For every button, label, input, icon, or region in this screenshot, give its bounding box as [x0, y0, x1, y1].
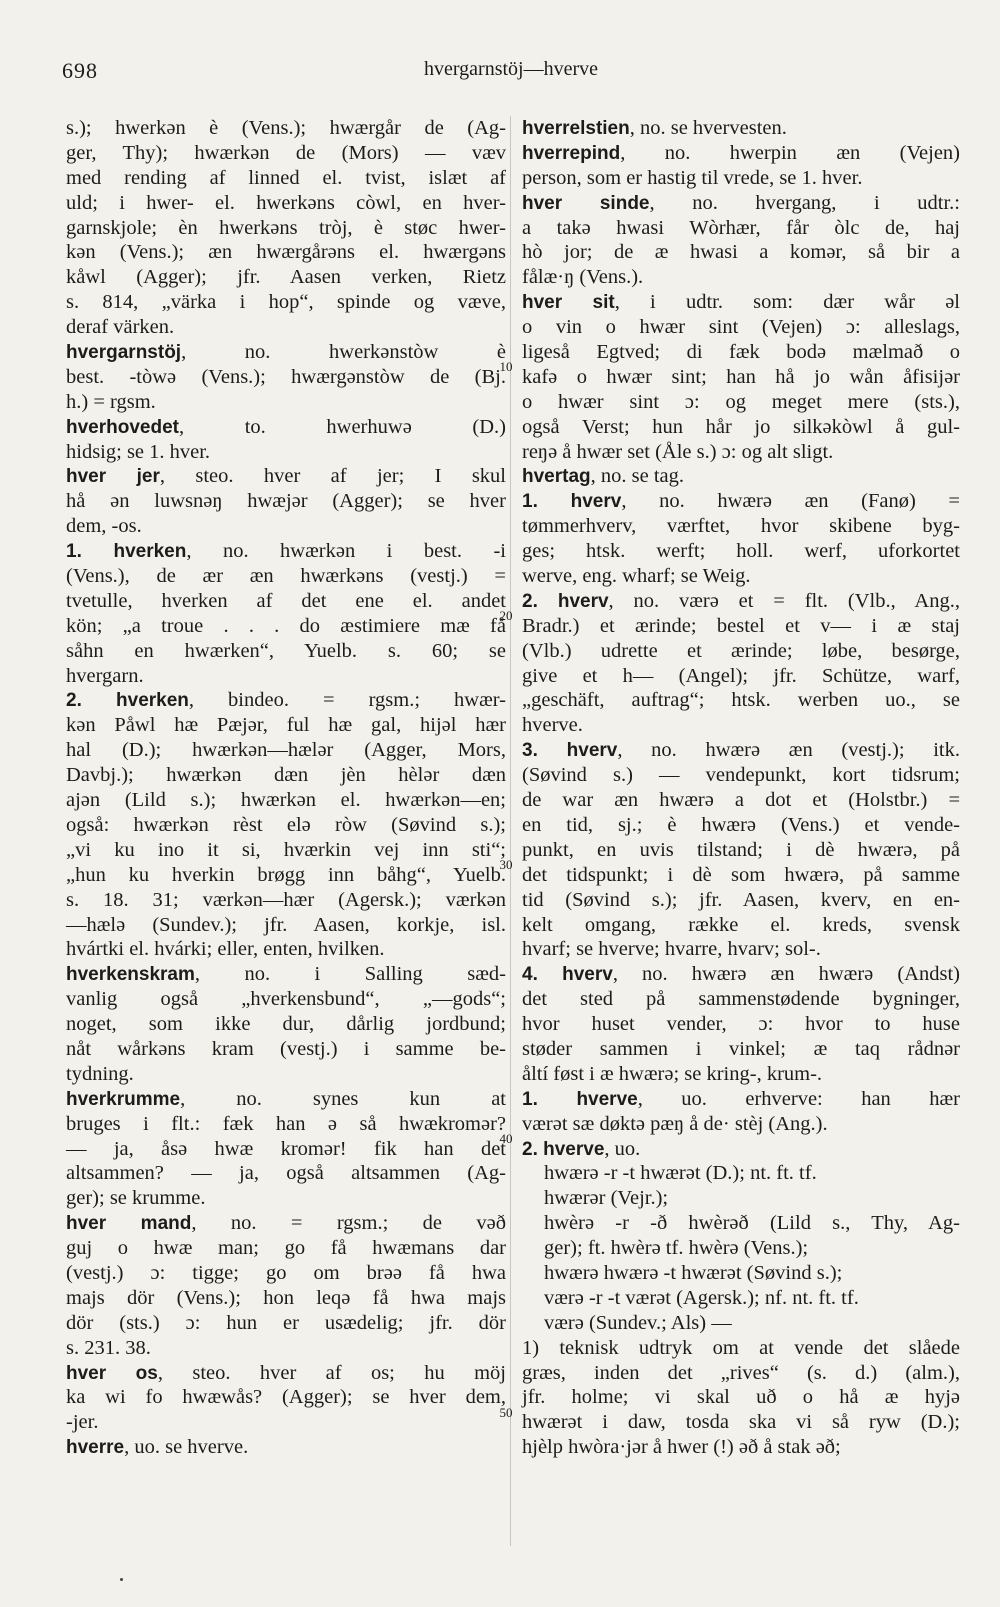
text-line [522, 838, 960, 863]
line-text: tvetulle, hverken af det ene el. andet [66, 589, 506, 612]
line-text: tømmerhverv, værftet, hvor skibene byg- [522, 515, 960, 538]
text-line [522, 1211, 960, 1236]
line-text: , to. hwerhuwə (D.) [178, 415, 506, 438]
text-line [522, 240, 960, 265]
text-line [522, 440, 960, 465]
text-line [66, 1062, 506, 1087]
headword: 3. hverv [522, 740, 618, 762]
headword: hvertag [522, 466, 591, 488]
line-text: ajən (Lild s.); hwærkən el. hwærkən—en; [66, 789, 506, 812]
entry-line [66, 415, 506, 440]
text-line [522, 216, 960, 241]
text-line [522, 863, 960, 888]
headword: hver jer [66, 466, 160, 488]
headword: hverkrumme [66, 1088, 181, 1110]
line-text: punkt, en uvis tilstand; i dè hwærə, på [522, 838, 960, 861]
line-text: tid (Søvind s.); jfr. Aasen, kverv, en en- [522, 888, 960, 911]
text-line [522, 1161, 960, 1186]
line-text: „hun ku hverkin brøgg inn båhg“, Yuelb. [66, 863, 506, 886]
text-line [66, 315, 506, 340]
text-line [522, 913, 960, 938]
line-text: ger); se krumme. [66, 1187, 206, 1210]
entry-line [66, 464, 506, 489]
line-number-40: 40 [499, 1131, 513, 1146]
line-text: vanlig også „hverkensbund“, „—gods“; [66, 988, 506, 1011]
line-text: s. 18. 31; værkən—hær (Agersk.); værkən [66, 888, 506, 911]
line-text: hwærə hwærə -t hwærət (Søvind s.); [544, 1261, 843, 1284]
entry-line [522, 464, 960, 489]
line-text: 1) teknisk udtryk om at vende det slåede [522, 1336, 960, 1359]
text-line [522, 614, 960, 639]
line-text: kafə o hwær sint; han hå jo wån åfisijər [522, 365, 960, 388]
headword: hverkenskram [66, 964, 195, 986]
text-line [522, 390, 960, 415]
line-number-50: 50 [499, 1405, 513, 1420]
headword: hverrepind [522, 142, 621, 164]
line-text: „geschäft, auftrag“; htsk. werben uo., se [522, 689, 960, 712]
line-text: (Søvind s.) — vendepunkt, kort tidsrum; [522, 764, 960, 787]
line-text: —hælə (Sundev.); jfr. Aasen, korkje, isl. [66, 913, 506, 936]
text-line [66, 1410, 506, 1435]
left-column [66, 116, 506, 1460]
line-text: , steo. hver af jer; I skul [159, 465, 506, 488]
line-text: også Verst; hun hår jo silkəkòwl å gul- [522, 415, 960, 438]
entry-line [522, 141, 960, 166]
headword: 1. hverv [522, 491, 622, 513]
text-line [66, 116, 506, 141]
entry-line [522, 962, 960, 987]
line-text: , no. hwærkən i best. -i [186, 540, 506, 563]
entry-line [522, 191, 960, 216]
line-text: hå ən luwsnəŋ hwæjər (Agger); se hver [66, 490, 506, 513]
entry-line [522, 589, 960, 614]
line-text: hwærər (Vejr.); [544, 1187, 669, 1210]
text-line [522, 1435, 960, 1460]
line-text: med rending af linned el. tvist, islæt af [66, 166, 506, 189]
text-line [522, 1385, 960, 1410]
text-line [522, 813, 960, 838]
line-text: hò jor; de æ hwasi a komər, så bir a [522, 241, 960, 264]
line-text: hwærət i daw, tosda ska vi så ryw (D.); [522, 1411, 960, 1434]
entry-line [66, 539, 506, 564]
line-text: jfr. holme; vi skal uð o hå æ hyjə [522, 1386, 960, 1409]
line-text: , uo. erhverve: han hær [637, 1087, 960, 1110]
text-line [66, 713, 506, 738]
line-text: også: hwærkən rèst elə ròw (Søvind s.); [66, 813, 506, 836]
line-text: kåwl (Agger); jfr. Aasen verken, Rietz [66, 266, 506, 289]
text-line [66, 390, 506, 415]
text-line [66, 614, 506, 639]
line-text: nåt wårkəns kram (vestj.) i samme be- [66, 1037, 506, 1060]
text-line [66, 1112, 506, 1137]
running-title: hvergarnstöj—hverve [423, 58, 599, 80]
line-text: hvarf; se hverve; hvarre, hvarv; sol-. [522, 938, 821, 961]
text-line [66, 166, 506, 191]
line-text: kelt omgang, række el. kreds, svensk [522, 913, 960, 936]
line-text: det tidspunkt; i dè som hwærə, på samme [522, 863, 960, 886]
text-line [522, 639, 960, 664]
line-text: de war æn hwærə a dot et (Holstbr.) = [522, 789, 960, 812]
text-line [66, 265, 506, 290]
text-line [66, 1137, 506, 1162]
text-line [522, 1037, 960, 1062]
line-text: s. 231. 38. [66, 1336, 151, 1359]
text-line [66, 365, 506, 390]
line-text: , no. hvergang, i udtr.: [649, 191, 960, 214]
text-line [522, 1186, 960, 1211]
text-line [66, 1186, 506, 1211]
text-line [522, 564, 960, 589]
text-line [66, 937, 506, 962]
text-line [66, 1261, 506, 1286]
line-text: altsammen? — ja, også altsammen (Ag- [66, 1162, 506, 1185]
text-line [522, 664, 960, 689]
line-text: værə (Sundev.; Als) — [544, 1311, 732, 1334]
headword: 4. hverv [522, 964, 613, 986]
line-text: ges; htsk. werft; holl. werf, uforkortet [522, 540, 960, 563]
text-line [522, 539, 960, 564]
text-line [66, 863, 506, 888]
entry-line [66, 340, 506, 365]
text-line [522, 688, 960, 713]
line-text: ger); ft. hwèrə tf. hwèrə (Vens.); [544, 1237, 809, 1260]
text-line [66, 589, 506, 614]
headword: hvergarnstöj [66, 342, 182, 364]
text-line [522, 1410, 960, 1435]
line-text: , bindeo. = rgsm.; hwær- [188, 689, 507, 712]
line-text: en tid, sj.; è hwærə (Vens.) et vende- [522, 813, 960, 836]
text-line [66, 813, 506, 838]
line-text: hverve. [522, 714, 583, 737]
text-line [66, 664, 506, 689]
line-text: deraf värken. [66, 316, 175, 339]
line-text: , no. værə et = flt. (Vlb., Ang., [608, 589, 960, 612]
text-line [522, 1012, 960, 1037]
line-text: , uo. se hverve. [124, 1436, 249, 1459]
line-text: dör (sts.) ɔ: hun er usædelig; jfr. dör [66, 1311, 506, 1334]
right-column [522, 116, 960, 1460]
text-line [66, 639, 506, 664]
line-text: værə -r -t værət (Agersk.); nf. nt. ft. tf. [544, 1286, 859, 1309]
text-line [66, 913, 506, 938]
entry-line [522, 116, 960, 141]
line-text: , no. hwærə æn (vestj.); itk. [617, 739, 960, 762]
line-text: hvergarn. [66, 664, 144, 687]
text-line [522, 340, 960, 365]
text-line [66, 514, 506, 539]
text-line [66, 440, 506, 465]
text-line [522, 265, 960, 290]
text-line [522, 365, 960, 390]
column-divider [510, 116, 511, 1546]
text-line [522, 1236, 960, 1261]
text-line [66, 788, 506, 813]
ink-speck [120, 1578, 123, 1581]
line-text: s.); hwerkən è (Vens.); hwærgår de (Ag- [66, 117, 506, 139]
line-text: , uo. [604, 1137, 641, 1160]
text-line [522, 315, 960, 340]
entry-line [66, 688, 506, 713]
entry-line [522, 1137, 960, 1162]
text-line [66, 1286, 506, 1311]
line-text: , no. se tag. [590, 465, 685, 488]
line-text: ger, Thy); hwærkən de (Mors) — væv [66, 141, 506, 164]
line-text: (Vens.), de ær æn hwærkəns (vestj.) = [66, 565, 506, 588]
line-text: tydning. [66, 1062, 134, 1085]
text-line [66, 1385, 506, 1410]
text-line [66, 1161, 506, 1186]
text-line [66, 1236, 506, 1261]
line-text: s. 814, „värka i hop“, spinde og væve, [66, 291, 506, 314]
line-text: ligeså Egtved; di fæk bodə mælmað o [522, 341, 960, 364]
text-line [66, 763, 506, 788]
text-line [66, 838, 506, 863]
entry-line [522, 290, 960, 315]
text-line [66, 141, 506, 166]
text-line [66, 888, 506, 913]
line-number-30: 30 [499, 857, 513, 872]
headword: hverre [66, 1437, 125, 1459]
text-line [522, 788, 960, 813]
line-text: , no. hwærə æn hwærə (Andst) [612, 963, 960, 986]
line-text: o vin o hwær sint (Vejen) ɔ: alleslags, [522, 316, 960, 339]
line-text: dem, -os. [66, 515, 142, 538]
line-text: best. -tòwə (Vens.); hwærgənstòw de (Bj. [66, 365, 506, 388]
text-line [522, 1286, 960, 1311]
line-text: , no. = rgsm.; de vəð [191, 1212, 506, 1235]
headword: hver sit [522, 292, 615, 314]
entry-line [66, 1211, 506, 1236]
line-text: person, som er hastig til vrede, se 1. hver. [522, 166, 863, 189]
text-line [522, 1361, 960, 1386]
entry-line [66, 1087, 506, 1112]
text-line [522, 888, 960, 913]
headword: 2. hverv [522, 590, 609, 612]
line-text: såhn en hwærken“, Yuelb. s. 60; se [66, 639, 506, 662]
text-line [66, 489, 506, 514]
entry-line [522, 1087, 960, 1112]
entry-line [66, 1361, 506, 1386]
line-text: , no. hwerkənstòw è [181, 341, 506, 364]
line-text: Bradr.) et ærinde; bestel et v— i æ staj [522, 614, 960, 637]
line-text: græs, inden det „rives“ (s. d.) (alm.), [522, 1361, 960, 1384]
text-line [66, 1012, 506, 1037]
line-text: kən Påwl hæ Pæjər, ful hæ gal, hijəl hær [66, 714, 506, 737]
line-text: , steo. hver af os; hu möj [157, 1361, 506, 1384]
line-number-10: 10 [499, 359, 513, 374]
text-line [522, 713, 960, 738]
text-line [66, 191, 506, 216]
line-text: hal (D.); hwærkən—hælər (Agger, Mors, [66, 739, 506, 762]
page-number: 698 [62, 58, 98, 83]
line-text: bruges i flt.: fæk han ə så hwækromər? [66, 1112, 506, 1135]
text-line [522, 514, 960, 539]
line-text: hwèrə -r -ð hwèrəð (Lild s., Thy, Ag- [544, 1212, 960, 1235]
line-text: Davbj.); hwærkən dæn jèn hèlər dæn [66, 764, 506, 787]
text-line [522, 166, 960, 191]
line-text: hvor huset vender, ɔ: hvor to huse [522, 1013, 960, 1036]
text-line [522, 1311, 960, 1336]
line-text: kön; „a troue . . . do æstimiere mæ få [66, 614, 506, 637]
line-text: ka wi fo hwæwås? (Agger); se hver dem, [66, 1386, 506, 1409]
entry-line [522, 738, 960, 763]
line-text: give et h— (Angel); jfr. Schütze, warf, [522, 664, 960, 687]
headword: hverrelstien [522, 118, 630, 139]
entry-line [66, 962, 506, 987]
line-text: garnskjole; èn hwerkəns tròj, è støc hwer- [66, 216, 506, 239]
headword: 2. hverken [66, 690, 189, 712]
text-line [522, 1261, 960, 1286]
line-text: guj o hwæ man; go få hwæmans dar [66, 1237, 506, 1260]
text-line [66, 240, 506, 265]
line-text: — ja, åsə hwæ kromər! fik han det [66, 1137, 506, 1160]
line-text: , i udtr. som: dær wår əl [614, 291, 960, 314]
line-text: h.) = rgsm. [66, 390, 156, 413]
line-text: a takə hwasi Wòrhær, får òlc de, haj [522, 216, 960, 239]
headword: 1. hverve [522, 1088, 638, 1110]
headword: hver sinde [522, 192, 650, 214]
headword: hverhovedet [66, 416, 179, 438]
line-text: værət sæ døktə pæŋ å de· stèj (Ang.). [522, 1112, 828, 1135]
text-line [522, 1336, 960, 1361]
line-text: hvártki el. hvárki; eller, enten, hvilken. [66, 938, 385, 961]
line-text: -jer. [66, 1411, 99, 1434]
line-text: fålæ·ŋ (Vens.). [522, 266, 644, 289]
headword: hver os [66, 1362, 158, 1384]
text-line [522, 1112, 960, 1137]
headword: 2. hverve [522, 1138, 605, 1160]
text-line [522, 987, 960, 1012]
line-text: o hwær sint ɔ: og meget mere (sts.), [522, 390, 960, 413]
text-line [522, 937, 960, 962]
text-line [66, 216, 506, 241]
text-line [66, 1037, 506, 1062]
text-line [66, 290, 506, 315]
line-text: , no. se hvervesten. [629, 117, 787, 139]
line-text: (Vlb.) udrette et ærinde; løbe, besørge, [522, 639, 960, 662]
text-line [522, 763, 960, 788]
page-header [62, 58, 960, 88]
line-text: (vestj.) ɔ: tigge; go om brəə få hwa [66, 1261, 506, 1284]
line-text: majs dör (Vens.); hon leqə få hwa majs [66, 1286, 506, 1309]
text-line [66, 987, 506, 1012]
text-line [66, 564, 506, 589]
line-text: , no. hwærə æn (Fanø) = [621, 490, 960, 513]
text-line [66, 1336, 506, 1361]
line-text: hwærə -r -t hwærət (D.); nt. ft. tf. [544, 1162, 817, 1185]
line-text: reŋə å hwær set (Åle s.) ɔ: og alt sligt. [522, 440, 834, 463]
line-text: kən (Vens.); æn hwærgårəns el. hwærgəns [66, 241, 506, 264]
line-text: uld; i hwer- el. hwerkəns còwl, en hver- [66, 191, 506, 214]
headword: hver mand [66, 1213, 192, 1235]
line-text: , no. synes kun at [180, 1087, 506, 1110]
line-text: hidsig; se 1. hver. [66, 440, 211, 463]
line-text: noget, som ikke dur, dårlig jordbund; [66, 1013, 506, 1036]
text-line [522, 415, 960, 440]
line-text: werve, eng. wharf; se Weig. [522, 565, 751, 588]
line-text: hjèlp hwòra·jər å hwer (!) əð å stak əð; [522, 1436, 841, 1459]
entry-line [522, 489, 960, 514]
line-text: , no. i Salling sæd- [194, 963, 506, 986]
text-line [66, 1311, 506, 1336]
line-text: det sted på sammenstødende bygninger, [522, 988, 960, 1011]
line-number-20: 20 [499, 608, 513, 623]
line-text: , no. hwerpin æn (Vejen) [620, 141, 960, 164]
text-line [66, 738, 506, 763]
line-text: støder sammen i vinkel; æ taq rådnər [522, 1037, 960, 1060]
headword: 1. hverken [66, 541, 187, 563]
line-text: åltí føst i æ hwærə; se kring-, krum-. [522, 1062, 823, 1085]
entry-line [66, 1435, 506, 1460]
text-line [522, 1062, 960, 1087]
line-text: „vi ku ino it si, hværkin vej inn sti“; [66, 838, 506, 861]
